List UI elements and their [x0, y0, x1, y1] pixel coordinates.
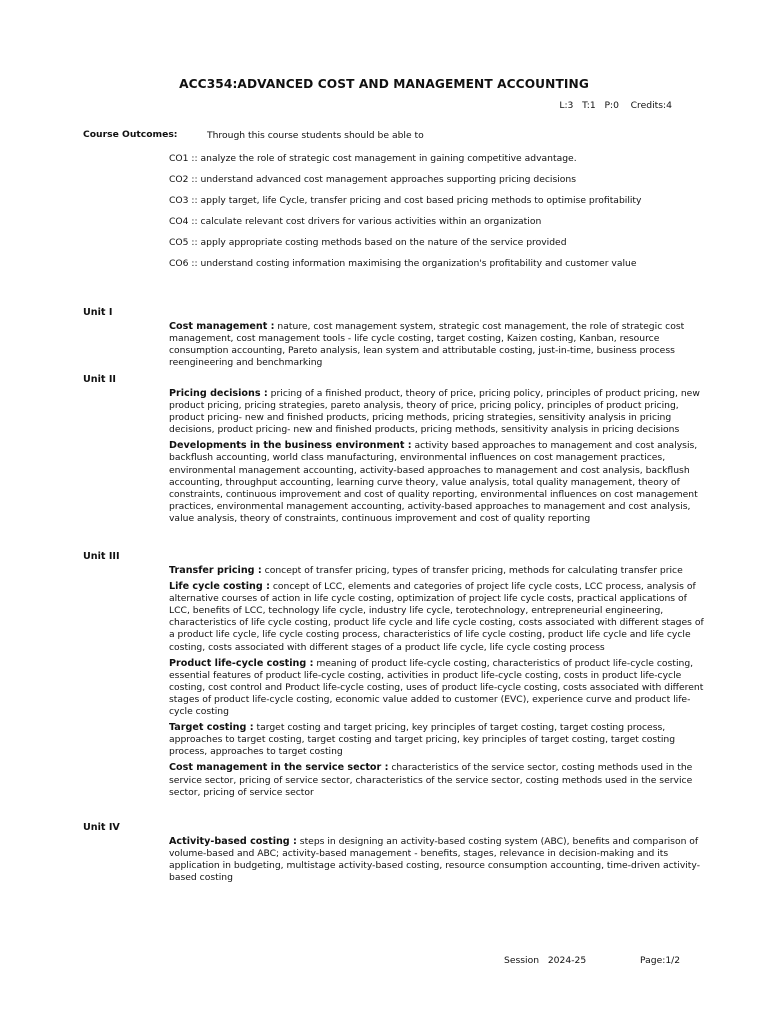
- topic-title: Developments in the business environment :: [169, 440, 412, 452]
- topic-title: Cost management in the service sector :: [169, 762, 389, 774]
- course-outcome-item: CO2 :: understand advanced cost management approaches supporting pricing decisions: [169, 174, 577, 185]
- course-outcome-item: CO4 :: calculate relevant cost drivers for various activities within an organization: [169, 216, 542, 227]
- topic: [169, 581, 705, 654]
- topic: [169, 762, 705, 798]
- course-outcome-item: CO1 :: analyze the role of strategic cost management in gaining competitive advantage.: [169, 153, 577, 164]
- unit-label: Unit II: [83, 374, 116, 385]
- topic-title: Transfer pricing :: [169, 565, 262, 576]
- topic-title: Activity-based costing :: [169, 836, 297, 847]
- topic-text: target costing and target pricing, key principles of target costing, target costing process, approaches to target costing, target costing and target pricing, key principles of target costing, target costing process, approaches to target costing: [169, 722, 676, 758]
- topic-title: Product life-cycle costing :: [169, 657, 314, 669]
- unit-label: Unit III: [83, 551, 120, 562]
- topic: [169, 722, 705, 758]
- topic-title: Life cycle costing :: [169, 581, 270, 593]
- topic: [169, 388, 705, 436]
- topic-text: nature, cost management system, strategic cost management, the role of strategic cost management, cost management tools - life cycle costing, target costing, Kaizen costing, Kanban, resource consumption accounting, Pareto analysis, lean system and attributable costing, just-in-time, business process reengineering and benchmarking: [169, 321, 685, 369]
- topic-title: Cost management :: [169, 321, 275, 332]
- course-outcome-item: CO6 :: understand costing information maximising the organization's profitability and customer value: [169, 258, 637, 269]
- topic-title: Pricing decisions :: [169, 388, 268, 399]
- course-outcomes-label: Course Outcomes:: [83, 129, 178, 140]
- course-outcomes-intro: Through this course students should be able to: [207, 130, 424, 141]
- topic: [169, 565, 705, 577]
- course-outcomes-list: [169, 153, 709, 279]
- topic-text: steps in designing an activity-based costing system (ABC), benefits and comparison of volume-based and ABC; activity-based management - benefits, stages, relevance in decision-making and its application in budgeting, multistage activity-based costing, resource consumption accounting, time-driven activity-based costing: [169, 836, 701, 884]
- unit-2-body: [169, 388, 705, 529]
- course-outcome-item: CO5 :: apply appropriate costing methods based on the nature of the service provided: [169, 237, 567, 248]
- course-title: ACC354:ADVANCED COST AND MANAGEMENT ACCOUNTING: [179, 77, 589, 91]
- topic: [169, 321, 705, 369]
- topic-text: characteristics of the service sector, costing methods used in the service sector, pricing of service sector, characteristics of the service sector, costing methods used in the service sector, pricing of service sector: [169, 762, 693, 798]
- unit-3-body: [169, 565, 705, 803]
- topic: [169, 440, 705, 525]
- unit-label: Unit IV: [83, 822, 120, 833]
- course-outcome-item: CO3 :: apply target, life Cycle, transfer pricing and cost based pricing methods to optimise profitability: [169, 195, 642, 206]
- topic-text: pricing of a finished product, theory of price, pricing policy, principles of product pricing, new product pricing, pricing strategies, pareto analysis, theory of price, pricing policy, principles of product pricing, product pricing- new and finished products, pricing methods, pricing strategies, sensitivity analysis in pricing decisions, product pricing- new and finished products, pricing methods, sensitivity analysis in pricing decisions: [169, 388, 700, 436]
- topic: [169, 836, 705, 884]
- credits-line: L:3 T:1 P:0 Credits:4: [559, 100, 672, 111]
- session-label: Session 2024-25: [504, 955, 587, 966]
- topic-text: activity based approaches to management and cost analysis, backflush accounting, world class manufacturing, environmental influences on cost management practices, environmental management accounting, activity-based approaches to management and cost analysis, backflush accounting, throughput accounting, learning curve theory, value analysis, total quality management, theory of constraints, continuous improvement and cost of quality reporting, environmental influences on cost management practices, environmental management accounting, activity-based approaches to management and cost analysis, value analysis, theory of constraints, continuous improvement and cost of quality reporting: [169, 440, 698, 524]
- topic-title: Target costing :: [169, 722, 254, 734]
- topic-text: meaning of product life-cycle costing, characteristics of product life-cycle costing, essential features of product life-cycle costing, activities in product life-cycle costing, costs in product life-cycle costing, cost control and Product life-cycle costing, uses of product life-cycle costing, costs associated with different stages of product life-cycle costing, economic value added to customer (EVC), experience curve and product life-cycle costing: [169, 657, 704, 718]
- unit-label: Unit I: [83, 307, 113, 318]
- topic: [169, 658, 705, 718]
- topic-text: concept of transfer pricing, types of transfer pricing, methods for calculating transfer price: [261, 565, 683, 576]
- page-number: Page:1/2: [640, 955, 681, 966]
- unit-4-body: [169, 836, 705, 888]
- topic-text: concept of LCC, elements and categories of project life cycle costs, LCC process, analysis of alternative courses of action in life cycle costing, optimization of project life cycle costs, practical applications of LCC, benefits of LCC, technology life cycle, industry life cycle, terotechnology, entrepreneurial engineering, characteristics of life cycle costing, product life cycle and life cycle costing, costs associated with different stages of a product life cycle, life cycle costing process, characteristics of life cycle costing, product life cycle and life cycle costing, costs associated with different stages of a product life cycle, life cycle costing process: [169, 581, 704, 653]
- unit-1-body: [169, 321, 705, 373]
